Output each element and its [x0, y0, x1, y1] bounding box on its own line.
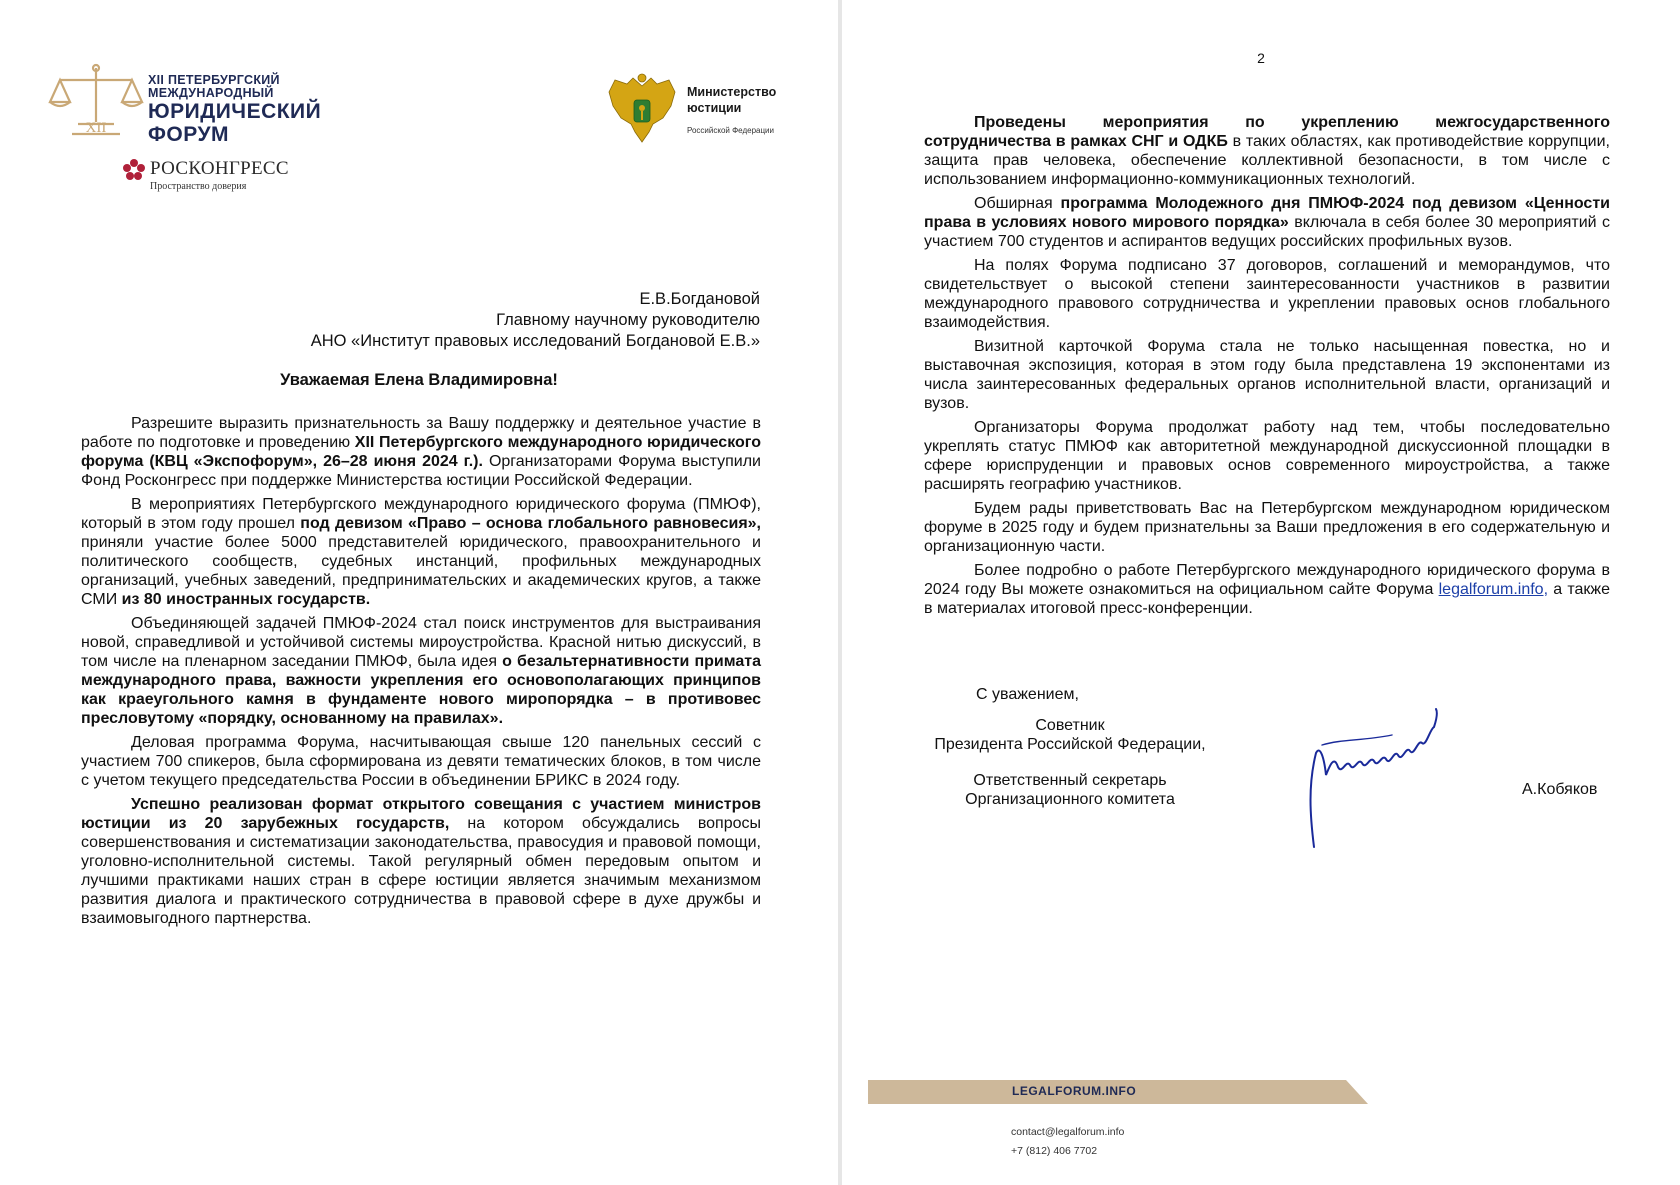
forum-title-line4: ФОРУМ — [148, 123, 230, 146]
paragraph: Разрешите выразить признательность за Вашу поддержку и деятельное участие в работе по подготовке и проведению XII Петербургского международного юридического форума (КВЦ «Экспофорум», 26–28 июня 2024 г.). Организаторами Форума выступили Фонд Росконгресс при поддержке Министерства юстиции Российской Федерации. — [81, 415, 761, 489]
ministry-subtitle: Российской Федерации — [687, 126, 774, 135]
paragraph: На полях Форума подписано 37 договоров, соглашений и меморандумов, что свидетельствует о высокой степени заинтересованности участников в развитии международного правового сотрудничества и укреплении правовых основ глобального взаимодействия. — [924, 257, 1610, 331]
signer-role-1: Советник Президента Российской Федерации, — [934, 717, 1206, 753]
addressee-organization: АНО «Институт правовых исследований Богдановой Е.В.» — [310, 332, 760, 350]
page-number: 2 — [1257, 50, 1265, 66]
forum-title-line2: МЕЖДУНАРОДНЫЙ — [148, 86, 274, 100]
forum-title — [148, 74, 321, 146]
svg-text:XII: XII — [85, 120, 107, 136]
addressee-name: Е.В.Богдановой — [639, 290, 760, 308]
forum-logo — [48, 62, 348, 162]
double-headed-eagle-icon — [605, 72, 679, 152]
letter-body-page-1 — [81, 414, 761, 933]
roscongress-flower-icon — [122, 158, 146, 182]
footer-email: contact@legalforum.info — [1011, 1126, 1125, 1138]
ministry-name: Министерство юстиции — [687, 85, 777, 115]
roscongress-tagline: Пространство доверия — [150, 181, 247, 192]
paragraph: В мероприятиях Петербургского международного юридического форума (ПМЮФ), который в этом году прошел под девизом «Право – основа глобального равновесия», приняли участие более 5000 представителей юридического, правоохранительного и политического сообществ, судебных инстанций, профильных международных организаций, учебных заведений, предпринимательских и академических кругов, а также СМИ из 80 иностранных государств. — [81, 496, 762, 608]
signer-role-2: Ответственный секретарь Организационного комитета — [965, 772, 1175, 808]
paragraph: Деловая программа Форума, насчитывающая свыше 120 панельных сессий с участием 700 спикеров, была сформирована из девяти тематических блоков, в том числе с учетом текущего председательства России в объединении БРИКС в 2024 году. — [81, 734, 761, 789]
forum-title-line1: XII ПЕТЕРБУРГСКИЙ — [148, 73, 280, 87]
closing-respect: С уважением, — [976, 686, 1079, 703]
forum-title-line3: ЮРИДИЧЕСКИЙ — [148, 100, 322, 123]
paragraph: Организаторы Форума продолжат работу над тем, чтобы последовательно укреплять статус ПМЮФ как авторитетной международной дискуссионной площадки в сфере юриспруденции и правовых основ современного мироустройства, а также расширять географию участников. — [924, 419, 1610, 493]
handwritten-signature — [1302, 705, 1462, 855]
paragraph: Проведены мероприятия по укреплению межгосударственного сотрудничества в рамках СНГ и ОДКБ в таких областях, как противодействие коррупции, защита прав человека, обеспечение коллективной безопасности, в том числе с использованием информационно-коммуникационных технологий. — [924, 114, 1611, 188]
paragraph: Будем рады приветствовать Вас на Петербургском международном юридическом форуме в 2025 году и будем признательны за Ваши предложения в его содержательную и организационную части. — [924, 500, 1610, 555]
letter-page-2 — [842, 0, 1680, 1185]
footer-phone: +7 (812) 406 7702 — [1011, 1145, 1098, 1157]
roscongress-name: РОСКОНГРЕСС — [150, 158, 289, 179]
ministry-logo — [605, 72, 805, 152]
paragraph: Более подробно о работе Петербургского международного юридического форума в 2024 году Вы можете ознакомиться на официальном сайте Форума legalforum.info, а также в материалах итоговой пресс-конференции. — [924, 562, 1611, 617]
salutation: Уважаемая Елена Владимировна! — [280, 371, 558, 389]
paragraph: Обширная программа Молодежного дня ПМЮФ-2024 под девизом «Ценности права в условиях нового мирового порядка» включала в себя более 30 мероприятий с участием 700 студентов и аспирантов ведущих российских профильных вузов. — [924, 195, 1611, 250]
paragraph: Объединяющей задачей ПМЮФ-2024 стал поиск инструментов для выстраивания новой, справедливой и устойчивой системы мироустройства. Красной нитью дискуссий, в том числе на пленарном заседании ПМЮФ, была идея о безальтернативности примата международного права, важности укрепления его основополагающих принципов как краеугольного камня в фундаменте нового миропорядка – в противовес пресловутому «порядку, основанному на правилах». — [81, 615, 761, 727]
letter-page-1 — [0, 0, 838, 1185]
paragraph: Успешно реализован формат открытого совещания с участием министров юстиции из 20 зарубежных государств, на котором обсуждались вопросы совершенствования и систематизации законодательства, правосудия и правовой помощи, уголовно-исполнительной системы. Такой регулярный обмен передовым опытом и лучшими практиками наших стран в сфере юстиции является значимым механизмом развития диалога и практического сотрудничества в правовой сфере в духе дружбы и взаимовыгодного партнерства. — [81, 796, 761, 927]
roscongress-logo — [122, 156, 322, 196]
paragraph: Визитной карточкой Форума стала не только насыщенная повестка, но и выставочная экспозиция, которая в этом году была представлена 19 экспонентами из числа заинтересованных федеральных органов исполнительной власти, организаций и вузов. — [924, 338, 1610, 412]
legalforum-link[interactable]: legalforum.info, — [1438, 581, 1549, 598]
footer-site-label: LEGALFORUM.INFO — [1012, 1084, 1137, 1098]
addressee-block — [311, 289, 760, 352]
footer-contacts — [1011, 1123, 1124, 1161]
addressee-position: Главному научному руководителю — [496, 311, 760, 329]
signer-name: А.Кобяков — [1522, 781, 1598, 798]
letter-body-page-2 — [924, 113, 1610, 623]
scales-emblem-icon — [48, 62, 144, 140]
